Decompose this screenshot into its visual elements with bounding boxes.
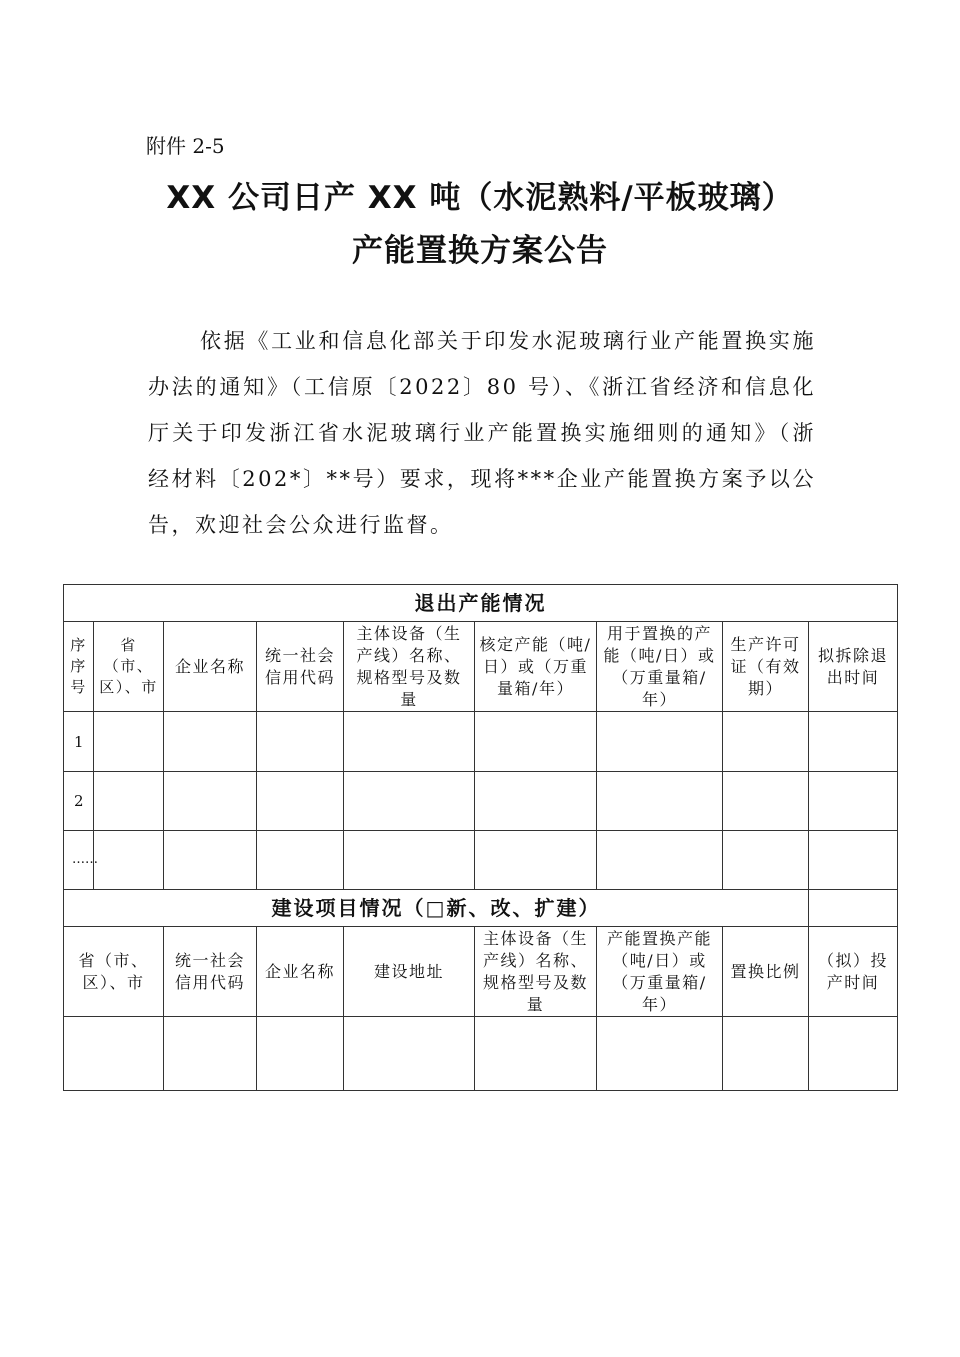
title-line-2: 产能置换方案公告 — [352, 233, 608, 269]
exit-header-cell: 企业名称 — [164, 622, 257, 712]
table-row — [64, 831, 898, 890]
build-header-cell: 置换比例 — [723, 927, 809, 1017]
exit-header-cell: 生产许可证（有效期） — [723, 622, 809, 712]
build-header-cell: 产能置换产能（吨/日）或（万重量箱/年） — [597, 927, 723, 1017]
table-row — [64, 712, 898, 772]
exit-header-cell: 统一社会信用代码 — [257, 622, 344, 712]
build-header-cell: （拟）投产时间 — [809, 927, 898, 1017]
announcement-body — [148, 318, 816, 548]
build-section-heading: 建设项目情况（□新、改、扩建） — [64, 890, 809, 927]
exit-section-heading: 退出产能情况 — [64, 585, 898, 622]
exit-header-cell: 拟拆除退出时间 — [809, 622, 898, 712]
exit-header-cell: 核定产能（吨/日）或（万重量箱/年） — [475, 622, 597, 712]
build-header-cell: 省（市、区）、市 — [64, 927, 164, 1017]
build-header-cell: 主体设备（生产线）名称、规格型号及数量 — [475, 927, 597, 1017]
build-header-cell: 企业名称 — [257, 927, 344, 1017]
row-number: 1 — [64, 712, 94, 772]
build-header-row — [64, 927, 898, 1017]
exit-header-cell: 省（市、区）、市 — [94, 622, 164, 712]
table-row — [64, 1017, 898, 1091]
row-number: 2 — [64, 772, 94, 831]
row-number: …… — [64, 831, 94, 890]
attachment-label: 附件 2-5 — [146, 134, 225, 158]
build-header-cell: 建设地址 — [344, 927, 475, 1017]
exit-header-cell: 序序号 — [64, 622, 94, 712]
exit-header-cell: 主体设备（生产线）名称、规格型号及数量 — [344, 622, 475, 712]
exit-header-cell: 用于置换的产能（吨/日）或（万重量箱/年） — [597, 622, 723, 712]
build-header-cell: 统一社会信用代码 — [164, 927, 257, 1017]
table-row — [64, 772, 898, 831]
announcement-paragraph: 依据《工业和信息化部关于印发水泥玻璃行业产能置换实施办法的通知》（工信原〔2022〕80 号）、《浙江省经济和信息化厅关于印发浙江省水泥玻璃行业产能置换实施细则的通知》（浙经材料〔202*〕**号）要求，现将***企业产能置换方案予以公告，欢迎社会公众进行监督。 — [148, 329, 816, 537]
capacity-replacement-table — [63, 584, 898, 1091]
exit-header-row — [64, 622, 898, 712]
title-line-1: XX 公司日产 XX 吨（水泥熟料/平板玻璃） — [166, 180, 794, 216]
